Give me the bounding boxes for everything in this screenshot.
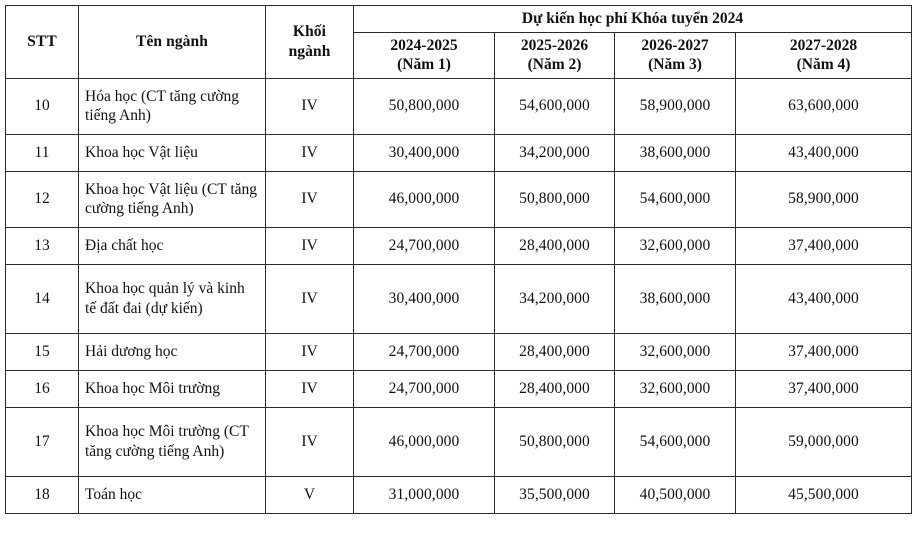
cell-fee-year-2: 50,800,000 — [495, 407, 615, 476]
cell-fee-year-3: 32,600,000 — [615, 370, 736, 407]
header-fee-group: Dự kiến học phí Khóa tuyển 2024 — [354, 6, 912, 33]
header-block — [266, 6, 354, 79]
cell-fee-year-3: 38,600,000 — [615, 264, 736, 333]
header-year-1-label: (Năm 1) — [397, 56, 451, 74]
header-year-1 — [354, 32, 495, 78]
table-row — [6, 78, 912, 134]
cell-stt: 12 — [6, 171, 79, 227]
cell-major: Hóa học (CT tăng cường tiếng Anh) — [79, 78, 266, 134]
header-year-4-label: (Năm 4) — [796, 56, 851, 74]
cell-fee-year-4: 45,500,000 — [736, 476, 912, 513]
cell-major: Toán học — [79, 476, 266, 513]
cell-fee-year-2: 54,600,000 — [495, 78, 615, 134]
cell-block: IV — [266, 407, 354, 476]
cell-stt: 13 — [6, 227, 79, 264]
cell-stt: 17 — [6, 407, 79, 476]
header-year-1-range: 2024-2025 — [390, 36, 458, 54]
header-major-name: Tên ngành — [79, 6, 266, 79]
cell-major: Khoa học Môi trường (CT tăng cường tiếng Anh) — [79, 407, 266, 476]
cell-fee-year-1: 24,700,000 — [354, 227, 495, 264]
cell-fee-year-3: 40,500,000 — [615, 476, 736, 513]
cell-fee-year-2: 50,800,000 — [495, 171, 615, 227]
cell-stt: 16 — [6, 370, 79, 407]
cell-stt: 15 — [6, 333, 79, 370]
table-body — [6, 78, 912, 513]
cell-major: Hải dương học — [79, 333, 266, 370]
cell-fee-year-4: 43,400,000 — [736, 264, 912, 333]
table-row — [6, 134, 912, 171]
cell-fee-year-1: 46,000,000 — [354, 407, 495, 476]
cell-block: IV — [266, 78, 354, 134]
cell-fee-year-3: 32,600,000 — [615, 227, 736, 264]
table-header — [6, 6, 912, 79]
cell-fee-year-4: 37,400,000 — [736, 333, 912, 370]
cell-fee-year-1: 24,700,000 — [354, 333, 495, 370]
cell-fee-year-2: 34,200,000 — [495, 134, 615, 171]
header-year-3 — [615, 32, 736, 78]
cell-fee-year-3: 54,600,000 — [615, 171, 736, 227]
cell-fee-year-1: 24,700,000 — [354, 370, 495, 407]
header-row-top — [6, 6, 912, 33]
cell-fee-year-4: 63,600,000 — [736, 78, 912, 134]
header-year-2 — [495, 32, 615, 78]
table-row — [6, 407, 912, 476]
cell-fee-year-3: 54,600,000 — [615, 407, 736, 476]
cell-block: IV — [266, 134, 354, 171]
header-year-2-label: (Năm 2) — [527, 56, 582, 74]
header-stt: STT — [6, 6, 79, 79]
cell-fee-year-4: 59,000,000 — [736, 407, 912, 476]
cell-fee-year-1: 46,000,000 — [354, 171, 495, 227]
cell-stt: 18 — [6, 476, 79, 513]
cell-fee-year-3: 38,600,000 — [615, 134, 736, 171]
cell-fee-year-2: 35,500,000 — [495, 476, 615, 513]
cell-fee-year-3: 32,600,000 — [615, 333, 736, 370]
header-block-line1: Khối — [292, 23, 327, 41]
cell-major: Khoa học Vật liệu (CT tăng cường tiếng Anh) — [79, 171, 266, 227]
cell-block: IV — [266, 333, 354, 370]
cell-fee-year-1: 50,800,000 — [354, 78, 495, 134]
cell-major: Khoa học quản lý và kinh tế đất đai (dự kiến) — [79, 264, 266, 333]
cell-fee-year-1: 31,000,000 — [354, 476, 495, 513]
cell-fee-year-2: 34,200,000 — [495, 264, 615, 333]
cell-fee-year-1: 30,400,000 — [354, 264, 495, 333]
cell-fee-year-4: 37,400,000 — [736, 370, 912, 407]
header-year-4-range: 2027-2028 — [789, 36, 858, 54]
cell-fee-year-1: 30,400,000 — [354, 134, 495, 171]
header-year-4 — [736, 32, 912, 78]
cell-stt: 14 — [6, 264, 79, 333]
cell-fee-year-4: 37,400,000 — [736, 227, 912, 264]
cell-block: IV — [266, 370, 354, 407]
header-block-line2: ngành — [288, 42, 331, 60]
cell-fee-year-4: 43,400,000 — [736, 134, 912, 171]
table-row — [6, 171, 912, 227]
cell-major: Khoa học Môi trường — [79, 370, 266, 407]
table-row — [6, 264, 912, 333]
header-year-3-range: 2026-2027 — [641, 36, 709, 54]
table-row — [6, 370, 912, 407]
cell-fee-year-2: 28,400,000 — [495, 370, 615, 407]
cell-block: IV — [266, 227, 354, 264]
header-year-3-label: (Năm 3) — [648, 56, 702, 74]
table-row — [6, 227, 912, 264]
table-row — [6, 333, 912, 370]
cell-block: IV — [266, 264, 354, 333]
table-row — [6, 476, 912, 513]
cell-stt: 10 — [6, 78, 79, 134]
cell-stt: 11 — [6, 134, 79, 171]
tuition-fee-table — [5, 5, 912, 514]
cell-fee-year-2: 28,400,000 — [495, 333, 615, 370]
cell-fee-year-2: 28,400,000 — [495, 227, 615, 264]
cell-fee-year-4: 58,900,000 — [736, 171, 912, 227]
cell-major: Địa chất học — [79, 227, 266, 264]
cell-block: IV — [266, 171, 354, 227]
cell-major: Khoa học Vật liệu — [79, 134, 266, 171]
header-year-2-range: 2025-2026 — [520, 36, 589, 54]
cell-fee-year-3: 58,900,000 — [615, 78, 736, 134]
cell-block: V — [266, 476, 354, 513]
